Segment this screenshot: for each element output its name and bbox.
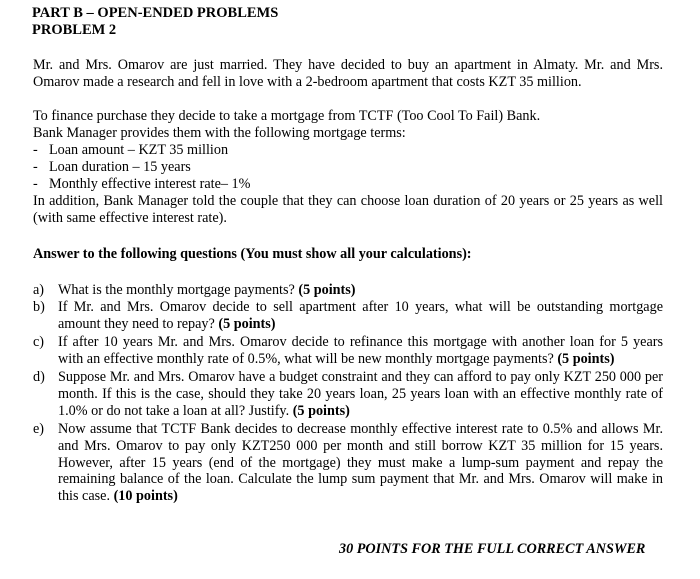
question-item <box>33 334 663 368</box>
question-item <box>33 421 663 505</box>
intro-paragraph-4: In addition, Bank Manager told the couple that they can choose loan duration of 20 years or 25 years as well (with same effective interest rate). <box>33 193 663 226</box>
intro-paragraph-2: To finance purchase they decide to take a mortgage from TCTF (Too Cool To Fail) Bank. <box>33 108 541 124</box>
question-label: e) <box>33 421 45 437</box>
question-points: (5 points) <box>298 282 356 298</box>
question-item <box>33 282 663 299</box>
term-text: Loan duration – 15 years <box>49 159 191 175</box>
question-label: b) <box>33 299 45 315</box>
question-points: (5 points) <box>218 315 276 332</box>
questions-heading: Answer to the following questions (You must show all your calculations): <box>33 246 472 262</box>
problem-heading: PROBLEM 2 <box>32 22 117 38</box>
intro-paragraph-1: Mr. and Mrs. Omarov are just married. They have decided to buy an apartment in Almaty. Mr. and Mrs. Omarov made a research and fell in love with a 2-bedroom apartment that costs KZT 35 million. <box>33 57 663 90</box>
question-points: (5 points) <box>292 402 350 419</box>
question-text: If Mr. and Mrs. Omarov decide to sell apartment after 10 years, what will be outstanding mortgage amount they need to repay? <box>58 299 663 332</box>
question-points: (5 points) <box>557 350 615 367</box>
question-label: d) <box>33 369 45 385</box>
term-item: - Loan duration – 15 years <box>33 159 191 175</box>
question-label: c) <box>33 334 45 350</box>
intro-paragraph-3: Bank Manager provides them with the following mortgage terms: <box>33 125 406 141</box>
part-heading: PART B – OPEN-ENDED PROBLEMS <box>32 5 279 21</box>
question-label: a) <box>33 282 45 298</box>
total-points-footer: 30 POINTS FOR THE FULL CORRECT ANSWER <box>339 541 646 557</box>
term-text: Loan amount – KZT 35 million <box>49 142 229 158</box>
question-text: Suppose Mr. and Mrs. Omarov have a budget constraint and they can afford to pay only KZT 250 000 per month. If this is the case, should they take 20 years loan, 25 years loan with an effective monthly rate of 1.0% or do not take a loan at all? Justify. <box>58 369 663 419</box>
term-text: Monthly effective interest rate– 1% <box>49 176 251 192</box>
question-item <box>33 369 663 419</box>
question-item <box>33 299 663 333</box>
question-points: (10 points) <box>113 488 178 505</box>
question-text: Now assume that TCTF Bank decides to decrease monthly effective interest rate to 0.5% and allows Mr. and Mrs. Omarov to pay only KZT250 000 per month and still borrow KZT 35 million for 15 years. However, after 15 years (end of the mortgage) they must make a lump-sum payment and repay the remaining balance of the loan. Calculate the lump sum payment that Mr. and Mrs. Omarov will make in this case. <box>58 421 663 505</box>
term-item: - Loan amount – KZT 35 million <box>33 142 229 158</box>
question-text: If after 10 years Mr. and Mrs. Omarov decide to refinance this mortgage with another loan for 5 years with an effective monthly rate of 0.5%, what will be new monthly mortgage payments? <box>58 334 663 367</box>
term-item: - Monthly effective interest rate– 1% <box>33 176 251 192</box>
question-text: What is the monthly mortgage payments? <box>58 282 295 298</box>
